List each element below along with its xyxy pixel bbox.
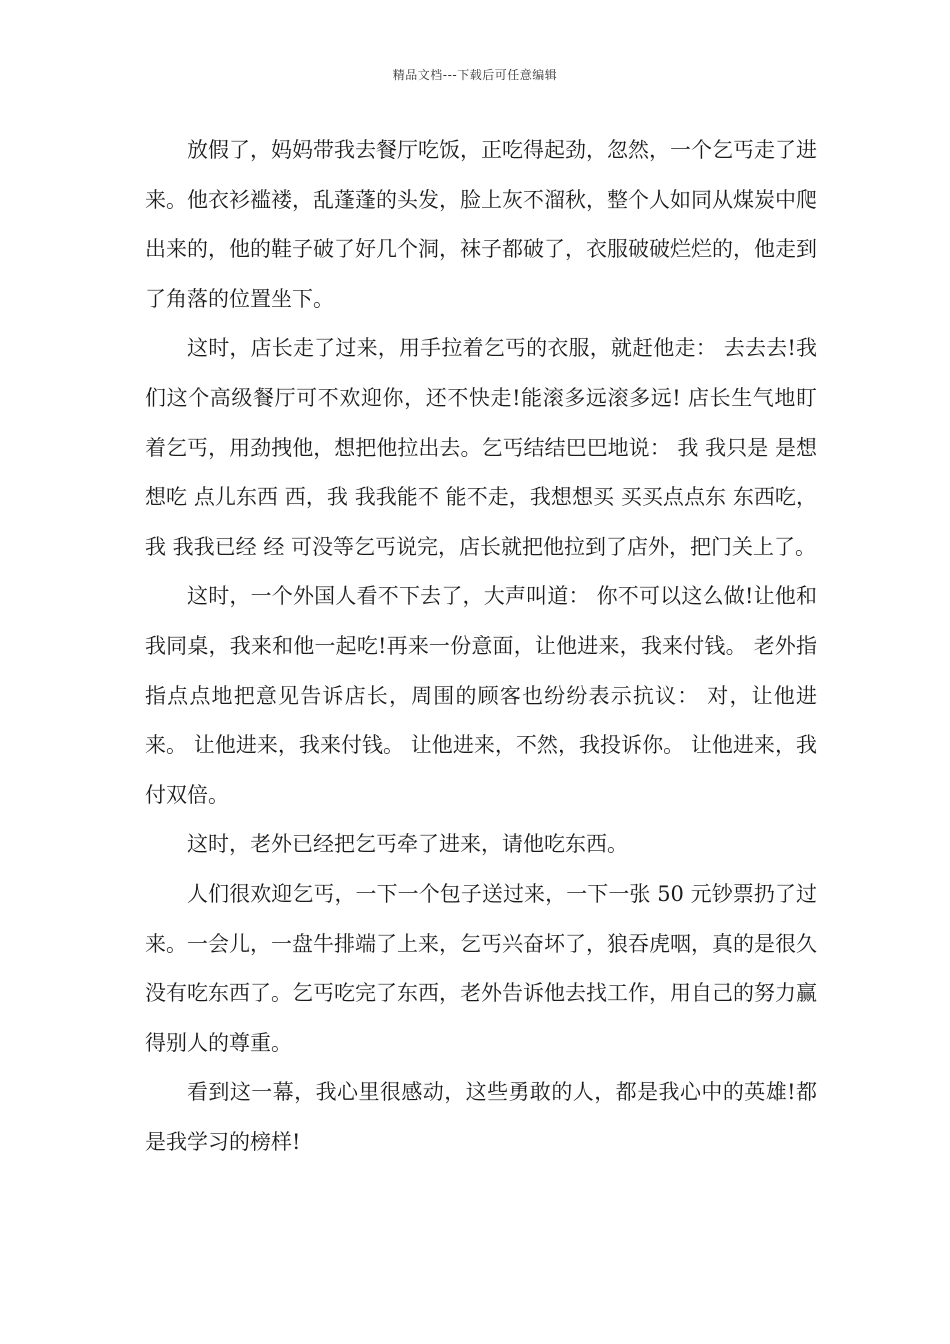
paragraph-5: 人们很欢迎乞丐，一下一个包子送过来，一下一张 50 元钞票扔了过来。一会儿，一盘牛排端了上来，乞丐兴奋坏了，狼吞虎咽，真的是很久没有吃东西了。乞丐吃完了东西，老外告诉他去找工作，用自己的努力赢得别人的尊重。 [145, 881, 817, 1055]
paragraph-4: 这时，老外已经把乞丐牵了进来，请他吃东西。 [187, 832, 628, 857]
paragraph-6: 看到这一幕，我心里很感动，这些勇敢的人，都是我心中的英雄!都是我学习的榜样! [145, 1080, 817, 1154]
page-header: 精品文档---下载后可任意编辑 [392, 68, 558, 82]
paragraph-2: 这时，店长走了过来，用手拉着乞丐的衣服，就赶他走： 去去去!我们这个高级餐厅可不欢迎你，还不快走!能滚多远滚多远! 店长生气地盯着乞丐，用劲拽他，想把他拉出去。乞丐结结巴巴地说： 我 我只是 是想 想吃 点儿东西 西，我 我我能不 能不走，我想想买 买买点点东 东西吃，我 我我已经 经 可没等乞丐说完，店长就把他拉到了店外，把门关上了。 [145, 336, 824, 559]
paragraph-1: 放假了，妈妈带我去餐厅吃饭，正吃得起劲，忽然，一个乞丐走了进来。他衣衫褴褛，乱蓬蓬的头发，脸上灰不溜秋，整个人如同从煤炭中爬出来的，他的鞋子破了好几个洞，袜子都破了，衣服破破烂烂的，他走到了角落的位置坐下。 [145, 138, 817, 311]
article-body [145, 126, 824, 1167]
paragraph-3: 这时，一个外国人看不下去了，大声叫道： 你不可以这么做!让他和我同桌，我来和他一起吃!再来一份意面，让他进来，我来付钱。 老外指指点点地把意见告诉店长，周围的顾客也纷纷表示抗议： 对，让他进来。 让他进来，我来付钱。 让他进来，不然，我投诉你。 让他进来，我付双倍。 [145, 584, 817, 807]
